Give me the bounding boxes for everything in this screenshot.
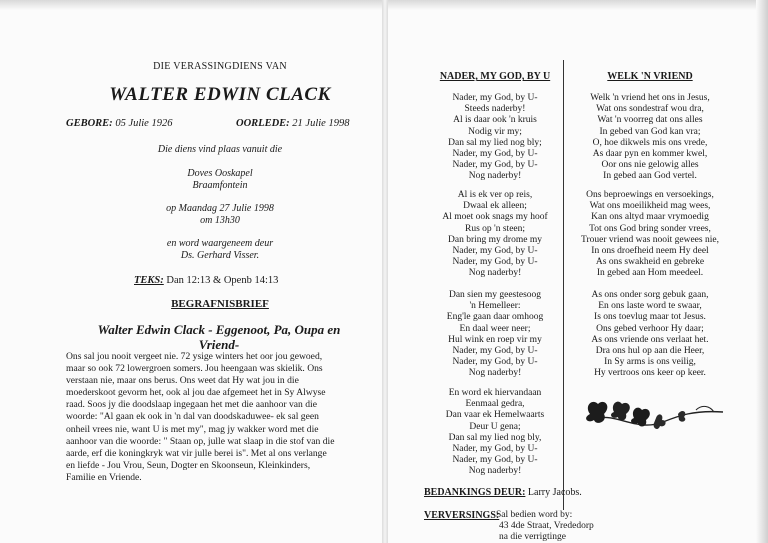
verse-line: Dan bring my drome my bbox=[448, 234, 542, 245]
tribute-line: raad. Soos jy die doodslaap ingegaan het met die aanhoor van die bbox=[66, 399, 317, 411]
verse-line: Tot ons God bring sonder vrees, bbox=[589, 223, 711, 234]
verse-line: Wat 'n voorreg dat ons alles bbox=[597, 115, 703, 126]
verse-line: Nader, my God, by U- bbox=[452, 455, 538, 466]
verse-line: In gebed aan Hom meedeel. bbox=[596, 268, 704, 279]
hymn1-stanza-3 bbox=[420, 290, 570, 380]
verse-line: In gebed aan God vertel. bbox=[603, 171, 697, 182]
deceased-name: WALTER EDWIN CLACK bbox=[109, 84, 331, 105]
birth-label: GEBORE: bbox=[66, 118, 113, 129]
tribute-paragraph bbox=[66, 351, 372, 484]
officiant-line-2: Ds. Gerhard Visser. bbox=[180, 250, 260, 261]
tribute-line: aarde, erf die koningkryk wat vir julle berei is". Met al ons verlange bbox=[66, 447, 327, 459]
letter-subtitle-2: Vriend- bbox=[198, 337, 240, 352]
refreshments-line-3: na die verrigtinge bbox=[499, 532, 567, 542]
verse-line: Dan vaar ek Hemelwaarts bbox=[445, 410, 545, 421]
death-date bbox=[236, 118, 349, 129]
verse-line: Oor ons nie gelowig alles bbox=[601, 160, 699, 171]
verse-line: Wat ons moeilikheid mag wees, bbox=[589, 201, 711, 212]
date-line-2: om 13h30 bbox=[200, 215, 240, 226]
tribute-line: Familie en Vriende. bbox=[66, 471, 142, 483]
verse-line: Nader, my God, by U- bbox=[452, 93, 538, 103]
hymn2-stanza-3 bbox=[565, 290, 735, 380]
tribute-line: onheil vrees nie, want U is met my", mag jy wakker word met die bbox=[66, 423, 319, 435]
verse-line: Hul wink en roep vir my bbox=[448, 334, 542, 345]
verse-line: Hy vertroos ons keer op keer. bbox=[594, 368, 706, 379]
texts-value: Dan 12:13 & Openb 14:13 bbox=[166, 275, 279, 286]
death-label: OORLEDE: bbox=[236, 118, 290, 129]
verse-line: Dan sal my lied nog bly, bbox=[448, 432, 542, 443]
verse-line: Al is ek ver op reis, bbox=[457, 190, 533, 200]
verse-line: Dan sal my lied nog bly; bbox=[448, 137, 542, 148]
verse-line: Is ons toevlug maar tot Jesus. bbox=[594, 312, 706, 323]
verse-line: Nog naderby! bbox=[468, 368, 522, 379]
verse-line: In gebed van God kan vra; bbox=[599, 126, 701, 137]
page-fold bbox=[382, 0, 388, 543]
tribute-line: aanhoor van die woorde: " Staan op, julle wat slaap in die stof van die bbox=[66, 435, 335, 447]
verse-line: Nader, my God, by U- bbox=[452, 160, 538, 171]
tribute-line: en liefde - Jou Vrou, Seun, Dogter en Skoonseun, Kleinkinders, bbox=[66, 459, 311, 471]
verse-line: Nader, my God, by U- bbox=[452, 357, 538, 368]
texts-label: TEKS: bbox=[134, 275, 164, 286]
verse-line: Dwaal ek alleen; bbox=[463, 201, 527, 212]
letter-subtitle-1: Walter Edwin Clack - Eggenoot, Pa, Oupa en bbox=[97, 322, 341, 337]
verse-line: Welk 'n vriend het ons in Jesus, bbox=[590, 93, 710, 103]
verse-line: 'n Hemelleer: bbox=[469, 301, 521, 312]
refreshments-line-1: Sal bedien word by: bbox=[496, 510, 573, 520]
ivy-leaf-ornament-icon bbox=[578, 392, 728, 442]
verse-line: Nader, my God, by U- bbox=[452, 148, 538, 159]
verse-line: Rus op 'n steen; bbox=[464, 223, 526, 234]
verse-line: Eng'le gaan daar omhoog bbox=[446, 312, 544, 323]
hymn1-title: NADER, MY GOD, BY U bbox=[439, 71, 551, 82]
tribute-line: verstaan nie, maar ons berus. Ons weet dat Hy wat jou in die bbox=[66, 375, 299, 387]
verse-line: En word ek hiervandaan bbox=[448, 388, 542, 398]
verse-line: Eenmaal gedra, bbox=[465, 399, 525, 410]
verse-line: As ons vriende ons verlaat het. bbox=[591, 334, 709, 345]
verse-line: Nader, my God, by U- bbox=[452, 443, 538, 454]
verse-line: In Sy arms is ons veilig, bbox=[604, 357, 696, 368]
birth-date bbox=[66, 118, 172, 129]
verse-line: Nog naderby! bbox=[468, 268, 522, 279]
verse-line: As daar pyn en kommer kwel, bbox=[592, 148, 708, 159]
tribute-line: moederskoot gevorm het, ook al jou dae afgemeet het in Sy Alwyse bbox=[66, 387, 326, 399]
tribute-line: maar so ook 72 lowergroen somers. Jou heengaan was skielik. Ons bbox=[66, 363, 323, 375]
service-title: DIE VERASSINGDIENS VAN bbox=[153, 61, 287, 72]
verse-line: Kan ons altyd maar vrymoedig bbox=[591, 212, 709, 223]
verse-line: Dan sien my geestesoog bbox=[448, 290, 542, 300]
hymn1-stanza-1 bbox=[420, 93, 570, 183]
birth-value: 05 Julie 1926 bbox=[115, 118, 173, 129]
verse-line: Dra ons hul op aan die Heer, bbox=[595, 345, 705, 356]
venue-line-2: Braamfontein bbox=[192, 180, 248, 191]
hymn1-stanza-2 bbox=[420, 190, 570, 280]
officiant-line-1: en word waargeneem deur bbox=[166, 238, 274, 249]
verse-line: Nader, my God, by U- bbox=[452, 245, 538, 256]
death-value: 21 Julie 1998 bbox=[292, 118, 350, 129]
tribute-line: woorde: "Al gaan ek ook in 'n dal van doodskaduwee- ek sal geen bbox=[66, 411, 319, 423]
hymn2-title: WELK 'N VRIEND bbox=[607, 71, 693, 82]
hymn2-stanza-2 bbox=[565, 190, 735, 280]
scan-edge-right bbox=[756, 0, 768, 543]
thanks-label: BEDANKINGS DEUR: bbox=[424, 487, 526, 498]
verse-line: Deur U gena; bbox=[469, 421, 521, 432]
verse-line: Ons gebed verhoor Hy daar; bbox=[596, 323, 704, 334]
verse-line: Wat ons sondestraf wou dra, bbox=[596, 104, 704, 115]
scripture-texts bbox=[134, 275, 278, 286]
verse-line: En ons laste word te swaar, bbox=[598, 301, 702, 312]
verse-line: Al is daar ook 'n kruis bbox=[453, 115, 537, 126]
verse-line: En daal weer neer; bbox=[459, 323, 531, 334]
verse-line: In ons droefheid neem Hy deel bbox=[591, 245, 709, 256]
verse-line: Ons beproewings en versoekings, bbox=[586, 190, 714, 200]
venue-intro: Die diens vind plaas vanuit die bbox=[157, 144, 283, 155]
verse-line: Nader, my God, by U- bbox=[452, 345, 538, 356]
verse-line: Nodig vir my; bbox=[468, 126, 522, 137]
verse-line: As ons onder sorg gebuk gaan, bbox=[591, 290, 709, 300]
verse-line: Trouer vriend was nooit gewees nie, bbox=[581, 234, 719, 245]
venue-line-1: Doves Ooskapel bbox=[187, 168, 253, 179]
verse-line: O, hoe dikwels mis ons vrede, bbox=[592, 137, 708, 148]
thanks-value: Larry Jacobs. bbox=[527, 487, 582, 498]
verse-line: Nog naderby! bbox=[468, 171, 522, 182]
letter-heading: BEGRAFNISBRIEF bbox=[171, 298, 269, 310]
thanks-line bbox=[424, 487, 582, 498]
verse-line: Steeds naderby! bbox=[464, 104, 526, 115]
hymn1-stanza-4 bbox=[420, 388, 570, 478]
hymn2-stanza-1 bbox=[565, 93, 735, 183]
refreshments-line-2: 43 4de Straat, Vrededorp bbox=[499, 521, 594, 531]
verse-line: Al moet ook snags my hoof bbox=[442, 212, 548, 223]
date-line-1: op Maandag 27 Julie 1998 bbox=[166, 203, 274, 214]
verse-line: As ons swakheid en gebreke bbox=[595, 257, 705, 268]
column-divider bbox=[563, 60, 564, 510]
verse-line: Nog naderby! bbox=[468, 466, 522, 477]
tribute-line: Ons sal jou nooit vergeet nie. 72 ysige winters het oor jou gewoed, bbox=[66, 351, 323, 362]
verse-line: Nader, my God, by U- bbox=[452, 257, 538, 268]
refreshments-label: VERVERSINGS: bbox=[424, 510, 500, 521]
